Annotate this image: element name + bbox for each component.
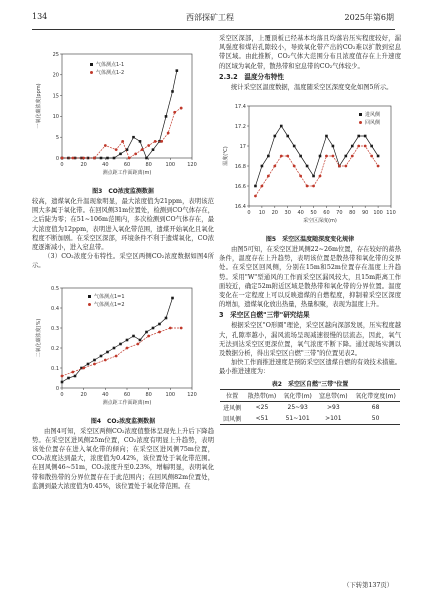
y-tick-label: 15 bbox=[52, 93, 59, 100]
data-point bbox=[364, 145, 367, 148]
table-cell: >101 bbox=[315, 413, 351, 425]
y-axis-label: 二氧化碳浓度(%) bbox=[36, 318, 42, 357]
table-cell: >93 bbox=[326, 403, 340, 411]
table-row bbox=[220, 413, 400, 425]
figure-5-caption: 图5 采空区温度随深度变化规律 bbox=[265, 236, 355, 244]
data-point bbox=[351, 155, 354, 158]
x-tick-label: 10 bbox=[258, 210, 266, 217]
table-cell: 50 bbox=[351, 413, 400, 425]
data-point bbox=[126, 346, 129, 349]
data-point bbox=[254, 185, 257, 188]
left-paragraph-1: 较高，遗煤氧化升温现象明显，最大浓度值为21ppm，表明该范围大多属于氧化带。在回风侧31m位置处，检测到CO气体存在，之后陡为零；在51~106m范围内，多次检测到CO气体存在，最大浓度值为12ppm，表明进入氧化带范围，遗煤开始氧化且氧化程度不断加剧。在采空区深部，环境条件不利于遗煤氧化，CO浓度逐渐减小，进入窒息带。 bbox=[32, 198, 214, 252]
data-point bbox=[345, 155, 348, 158]
table-cell: 回风侧 bbox=[220, 413, 244, 425]
data-point bbox=[169, 326, 172, 329]
y-tick-label: 0.3 bbox=[51, 325, 59, 332]
data-point bbox=[132, 334, 135, 337]
data-point bbox=[370, 155, 373, 158]
table-header-row bbox=[220, 389, 400, 401]
table-header-cell: 氧化带(m) bbox=[280, 389, 316, 401]
y-tick-label: 16.4 bbox=[234, 203, 246, 210]
legend-swatch bbox=[88, 295, 91, 298]
table-cell: 进风侧 bbox=[223, 404, 242, 412]
data-point bbox=[344, 165, 347, 168]
data-point bbox=[71, 157, 74, 160]
legend-swatch bbox=[88, 303, 91, 306]
data-point bbox=[113, 157, 116, 160]
x-tick-label: 80 bbox=[349, 210, 356, 217]
table-cell: 51~101 bbox=[280, 413, 316, 425]
x-axis-label: 采空区深度(m) bbox=[303, 218, 337, 225]
data-point bbox=[351, 145, 354, 148]
data-point bbox=[377, 155, 380, 158]
y-tick-label: 16.8 bbox=[234, 163, 246, 170]
data-point bbox=[171, 90, 174, 93]
data-point bbox=[119, 342, 122, 345]
data-point bbox=[312, 185, 315, 188]
legend-label: 进风侧 bbox=[365, 112, 381, 119]
data-point bbox=[274, 135, 277, 138]
table-row bbox=[220, 401, 400, 413]
data-point bbox=[261, 165, 264, 168]
y-tick-label: 10 bbox=[52, 114, 59, 121]
x-tick-label: 100 bbox=[165, 162, 176, 168]
data-point bbox=[141, 148, 144, 151]
data-point bbox=[180, 107, 183, 110]
plot-frame bbox=[62, 54, 192, 158]
data-point bbox=[100, 157, 103, 160]
data-point bbox=[100, 354, 103, 357]
x-tick-label: 20 bbox=[271, 210, 279, 217]
continued-note: （下转第137页） bbox=[343, 582, 393, 589]
right-paragraph-4: 根据采空区"O形圈"理论，采空区越向深部发展，压实程度越大，孔隙率越小，漏风流场呈现减速很慢的层流态，因此，氧气无法到达采空区更深位置，氧气浓度不断下降。通过现场实测以及数据分析，得出采空区自燃"三带"的位置见表2。 bbox=[219, 322, 401, 358]
legend-swatch bbox=[90, 63, 93, 66]
data-point bbox=[139, 140, 142, 143]
data-point bbox=[176, 69, 179, 72]
data-point bbox=[312, 175, 315, 178]
data-point bbox=[106, 350, 109, 353]
data-point bbox=[377, 165, 380, 168]
table-cell: 25~93 bbox=[287, 403, 308, 411]
data-point bbox=[160, 140, 163, 143]
data-point bbox=[71, 370, 74, 373]
data-point bbox=[106, 157, 109, 160]
data-point bbox=[167, 132, 170, 135]
data-point bbox=[61, 380, 64, 383]
figure-3 bbox=[32, 34, 214, 195]
data-point bbox=[254, 195, 257, 198]
data-point bbox=[61, 157, 64, 160]
x-tick-label: 120 bbox=[187, 391, 197, 398]
y-tick-label: 17.2 bbox=[234, 123, 246, 130]
data-point bbox=[171, 296, 174, 299]
y-tick-label: 25 bbox=[52, 51, 59, 58]
data-point bbox=[82, 157, 85, 160]
table-cell: <25 bbox=[255, 403, 269, 411]
data-point bbox=[145, 330, 148, 333]
right-column bbox=[219, 34, 401, 425]
x-tick-label: 40 bbox=[102, 391, 109, 398]
x-tick-label: 60 bbox=[123, 162, 131, 168]
y-tick-label: 5 bbox=[55, 135, 59, 141]
page-number: 134 bbox=[32, 12, 48, 21]
x-tick-label: 30 bbox=[284, 210, 291, 217]
data-point bbox=[273, 165, 276, 168]
table-header-cell: 散热带(m) bbox=[244, 389, 280, 401]
table-header-cell: 氧化带宽度(m) bbox=[351, 389, 400, 401]
chart-fig4 bbox=[32, 274, 214, 414]
table-2-caption: 表2 采空区自燃"三带"位置 bbox=[271, 380, 349, 388]
data-point bbox=[293, 145, 296, 148]
x-tick-label: 80 bbox=[145, 391, 152, 398]
data-point bbox=[180, 326, 183, 329]
x-tick-label: 20 bbox=[80, 162, 87, 168]
x-tick-label: 20 bbox=[80, 391, 87, 398]
table-cell: 68 bbox=[371, 403, 380, 411]
figure-3-caption: 图3 CO浓度监测数据 bbox=[92, 188, 154, 195]
data-point bbox=[93, 362, 96, 365]
data-point bbox=[158, 330, 161, 333]
data-point bbox=[299, 155, 302, 158]
y-tick-label: 17 bbox=[239, 143, 246, 150]
data-point bbox=[338, 165, 341, 168]
data-point bbox=[119, 153, 122, 156]
y-tick-label: 0.1 bbox=[51, 365, 59, 372]
data-point bbox=[325, 155, 328, 158]
legend-label: 气体测点1-1 bbox=[96, 62, 125, 68]
x-tick-label: 0 bbox=[60, 391, 64, 398]
legend-label: 气体测点1=1 bbox=[94, 293, 125, 300]
data-point bbox=[82, 366, 85, 369]
y-axis-label: 一氧化碳浓度(ppm) bbox=[36, 83, 42, 129]
x-tick-label: 40 bbox=[102, 162, 109, 168]
x-axis-label: 测点距工作面距离(m) bbox=[102, 399, 152, 406]
y-tick-label: 0.4 bbox=[51, 305, 59, 312]
data-point bbox=[261, 185, 264, 188]
right-paragraph-1: 采空区深部，上覆顶板已经基本均落且均落岩压实程度较好，漏风强度和煤岩孔隙较小，导致氧化带产出的CO₂难以扩散到窒息带区域。由此推断，CO₂气体大范围分布且浓度值存在上升速度的区域为氧化带，散热带和窒息带的CO₂气体较少。 bbox=[219, 35, 401, 70]
plot-frame bbox=[62, 288, 192, 388]
data-point bbox=[293, 165, 296, 168]
x-tick-label: 100 bbox=[165, 391, 176, 398]
data-point bbox=[121, 140, 124, 143]
y-tick-label: 16.6 bbox=[234, 183, 246, 190]
x-tick-label: 90 bbox=[361, 210, 369, 217]
data-point bbox=[145, 157, 148, 160]
legend-swatch bbox=[359, 121, 362, 124]
data-point bbox=[357, 135, 360, 138]
data-point bbox=[357, 145, 360, 148]
table-2 bbox=[220, 389, 400, 425]
data-point bbox=[332, 155, 335, 158]
data-point bbox=[139, 338, 142, 341]
x-tick-label: 40 bbox=[297, 210, 304, 217]
data-point bbox=[267, 155, 270, 158]
y-tick-label: 0.2 bbox=[51, 345, 59, 352]
x-tick-label: 0 bbox=[247, 210, 251, 217]
data-point bbox=[147, 334, 150, 337]
data-point bbox=[128, 157, 131, 160]
data-point bbox=[61, 374, 64, 377]
issue-label: 2025年第6期 bbox=[344, 13, 394, 22]
right-paragraph-2: 统计采空区温度数据，温度随采空区深度变化如图5所示。 bbox=[231, 83, 393, 91]
data-point bbox=[364, 135, 367, 138]
chart-fig5 bbox=[219, 92, 401, 232]
data-point bbox=[165, 115, 168, 118]
y-tick-label: 20 bbox=[52, 72, 59, 79]
x-tick-label: 60 bbox=[323, 210, 330, 217]
data-point bbox=[299, 175, 302, 178]
data-point bbox=[134, 152, 137, 155]
figure-4-caption: 图4 CO₂浓度监测数据 bbox=[90, 417, 156, 425]
x-tick-label: 0 bbox=[60, 162, 64, 168]
left-paragraph-3: 由图4可知，采空区两侧CO₂浓度值整体呈现先上升后下降趋势。在采空区进风侧25m位置，CO₂浓度有明显上升趋势，表明该处位置存在进入氧化带的倾向；在采空区进风侧75m位置，CO₂浓度达到最大，浓度值为0.42%，该位置处于氧化带范围。在回风侧46~51m，CO₂浓度升至0.23%，增幅明显，表明氧化带和散热带的分界位置存在于此范围内；在回风侧82m位置处，监测到最大浓度值为0.45%，该位置处于氧化带范围。在 bbox=[32, 427, 214, 490]
data-point bbox=[152, 148, 155, 151]
legend-swatch bbox=[90, 71, 93, 74]
page-header bbox=[0, 0, 427, 34]
y-axis-label: 温度(℃) bbox=[223, 146, 229, 166]
x-tick-label: 100 bbox=[373, 210, 383, 217]
x-tick-label: 110 bbox=[386, 210, 396, 217]
header-rule bbox=[32, 29, 395, 30]
data-point bbox=[136, 342, 139, 345]
figure-4 bbox=[32, 274, 214, 425]
legend-label: 气体测点1=2 bbox=[94, 301, 125, 308]
data-point bbox=[332, 145, 335, 148]
chart-fig3 bbox=[32, 34, 214, 184]
data-point bbox=[104, 144, 107, 147]
table-header-cell: 位置 bbox=[220, 389, 244, 401]
data-point bbox=[93, 358, 96, 361]
data-point bbox=[267, 175, 270, 178]
data-point bbox=[93, 157, 96, 160]
right-paragraph-3: 由图5可知，在采空区进风侧22~26m位置，存在较好的蓄热条件，温度存在上升趋势，表明该位置是散热带和氧化带的交界处。在采空区回风侧，分别在15m和52m位置存在温度上升趋势。采用"W"型通风的工作面采空区漏风较大，且15m距离工作面较近，确定52m附近区域是散热带和氧化带的分界位置。温度变化在一定程度上可以反映遗煤的自燃程度，抑制着采空区深度的增加，遗煤氧化放出热量，热量积聚，表现为温度上升。 bbox=[219, 246, 401, 309]
x-axis-label: 测点距工作面距离(m) bbox=[102, 170, 152, 176]
data-point bbox=[165, 316, 168, 319]
data-point bbox=[154, 140, 157, 143]
section-3-heading: 3 采空区自燃"三带"研究结果 bbox=[219, 311, 310, 320]
data-point bbox=[173, 111, 176, 114]
figure-5 bbox=[219, 92, 401, 243]
data-point bbox=[286, 155, 289, 158]
data-point bbox=[319, 155, 322, 158]
left-column bbox=[32, 34, 214, 491]
data-point bbox=[306, 185, 309, 188]
x-tick-label: 60 bbox=[123, 391, 131, 398]
data-point bbox=[87, 362, 90, 365]
data-point bbox=[126, 338, 129, 341]
y-tick-label: 17.4 bbox=[234, 103, 246, 110]
x-tick-label: 70 bbox=[336, 210, 343, 217]
data-point bbox=[319, 175, 322, 178]
data-point bbox=[74, 374, 77, 377]
table-cell: <51 bbox=[244, 413, 280, 425]
data-point bbox=[370, 145, 373, 148]
data-point bbox=[104, 358, 107, 361]
y-tick-label: 0.5 bbox=[51, 285, 59, 292]
data-point bbox=[147, 144, 150, 147]
legend-label: 回风侧 bbox=[365, 120, 381, 127]
data-point bbox=[280, 155, 283, 158]
y-tick-label: 0 bbox=[55, 385, 59, 392]
data-point bbox=[325, 135, 328, 138]
x-tick-label: 80 bbox=[145, 162, 152, 168]
data-point bbox=[115, 148, 118, 151]
left-paragraph-2: （3）CO₂浓度分布特性。采空区两侧CO₂浓度数据如图4所示。 bbox=[32, 253, 214, 270]
legend-label: 气体测点1-2 bbox=[96, 70, 125, 76]
section-2-3-2-heading: 2.3.2 温度分布特性 bbox=[219, 72, 284, 81]
data-point bbox=[286, 135, 289, 138]
y-tick-label: 0 bbox=[55, 155, 59, 162]
data-point bbox=[280, 125, 283, 128]
table-header-cell: 窒息带(m) bbox=[315, 389, 351, 401]
right-paragraph-5: 加快工作面推进速度是预防采空区遗煤自燃的有效技术措施。最小推进速度为： bbox=[219, 359, 402, 376]
x-tick-label: 120 bbox=[187, 162, 197, 168]
data-point bbox=[306, 165, 309, 168]
data-point bbox=[67, 376, 70, 379]
data-point bbox=[158, 322, 161, 325]
x-tick-label: 50 bbox=[310, 210, 317, 217]
journal-title: 西部探矿工程 bbox=[186, 13, 234, 22]
legend-swatch bbox=[359, 113, 362, 116]
data-point bbox=[132, 136, 135, 139]
data-point bbox=[115, 354, 118, 357]
data-point bbox=[152, 326, 155, 329]
data-point bbox=[113, 346, 116, 349]
